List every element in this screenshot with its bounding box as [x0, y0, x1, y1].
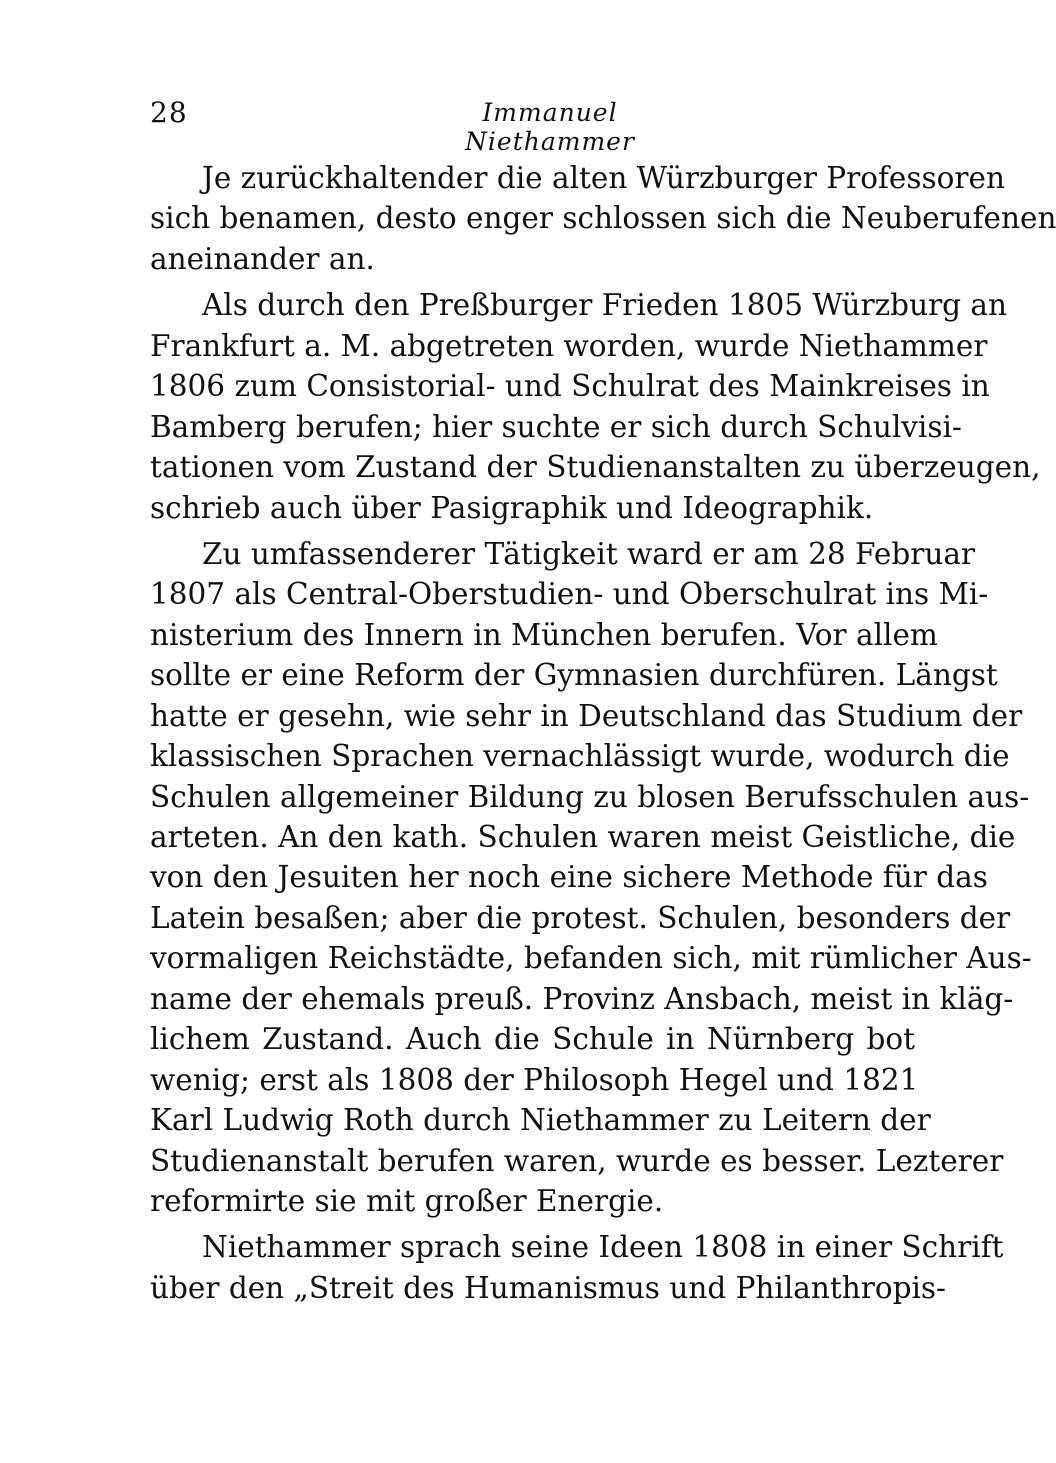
- text-line: Studienanstalt berufen waren, wurde es besser. Lezterer: [150, 1143, 1004, 1178]
- text-line: von den Jesuiten her noch eine sichere Methode für das: [150, 860, 988, 895]
- text-line: lichem Zustand. Auch die Schule in Nürnberg bot: [150, 1022, 915, 1057]
- text-line: name der ehemals preuß. Provinz Ansbach, meist in kläg-: [150, 981, 1014, 1016]
- text-line: Latein besaßen; aber die protest. Schulen, besonders der: [150, 900, 1011, 935]
- paragraph: [150, 534, 1032, 1221]
- text-line: Schulen allgemeiner Bildung zu blosen Berufsschulen aus-: [150, 779, 1030, 814]
- paragraph: [150, 158, 1056, 279]
- text-line: 1807 als Central-Oberstudien- und Oberschulrat ins Mi-: [150, 577, 989, 612]
- running-head: Immanuel Niethammer: [465, 98, 635, 156]
- text-line: Je zurückhaltender die alten Würzburger Professoren: [202, 161, 1005, 195]
- body-text: [150, 158, 1056, 1308]
- text-line: Niethammer sprach seine Ideen 1808 in einer Schrift: [202, 1230, 1004, 1265]
- paragraph: [150, 1227, 1004, 1308]
- text-line: vormaligen Reichstädte, befanden sich, mit rümlicher Aus-: [150, 941, 1032, 976]
- text-line: aneinander an.: [150, 241, 375, 276]
- text-line: über den „Streit des Humanismus und Philanthropis-: [150, 1270, 947, 1305]
- text-line: wenig; erst als 1808 der Philosoph Hegel und 1821: [150, 1062, 919, 1097]
- text-line: sollte er eine Reform der Gymnasien durchfüren. Längst: [150, 658, 998, 693]
- text-line: reformirte sie mit großer Energie.: [150, 1183, 664, 1218]
- text-line: arteten. An den kath. Schulen waren meist Geistliche, die: [150, 820, 1016, 854]
- text-line: Bamberg berufen; hier suchte er sich durch Schulvisi-: [150, 409, 962, 444]
- text-line: hatte er gesehn, wie sehr in Deutschland das Studium der: [150, 698, 1023, 733]
- text-line: Zu umfassenderer Tätigkeit ward er am 28 Februar: [202, 536, 976, 571]
- text-line: nisterium des Innern in München berufen. Vor allem: [150, 617, 938, 652]
- page-number: 28: [150, 96, 188, 129]
- text-line: sich benamen, desto enger schlossen sich die Neuberufenen: [150, 201, 1056, 236]
- text-line: schrieb auch über Pasigraphik und Ideographik.: [150, 490, 874, 525]
- text-line: klassischen Sprachen vernachlässigt wurde, wodurch die: [150, 739, 1010, 774]
- paragraph: [150, 285, 1041, 528]
- text-line: 1806 zum Consistorial- und Schulrat des Mainkreises in: [150, 369, 990, 404]
- text-line: Als durch den Preßburger Frieden 1805 Würzburg an: [202, 288, 1008, 323]
- text-line: Karl Ludwig Roth durch Niethammer zu Leitern der: [150, 1103, 931, 1138]
- page-header: [150, 96, 910, 156]
- text-line: Frankfurt a. M. abgetreten worden, wurde Niethammer: [150, 328, 988, 363]
- text-line: tationen vom Zustand der Studienanstalten zu überzeugen,: [150, 450, 1041, 485]
